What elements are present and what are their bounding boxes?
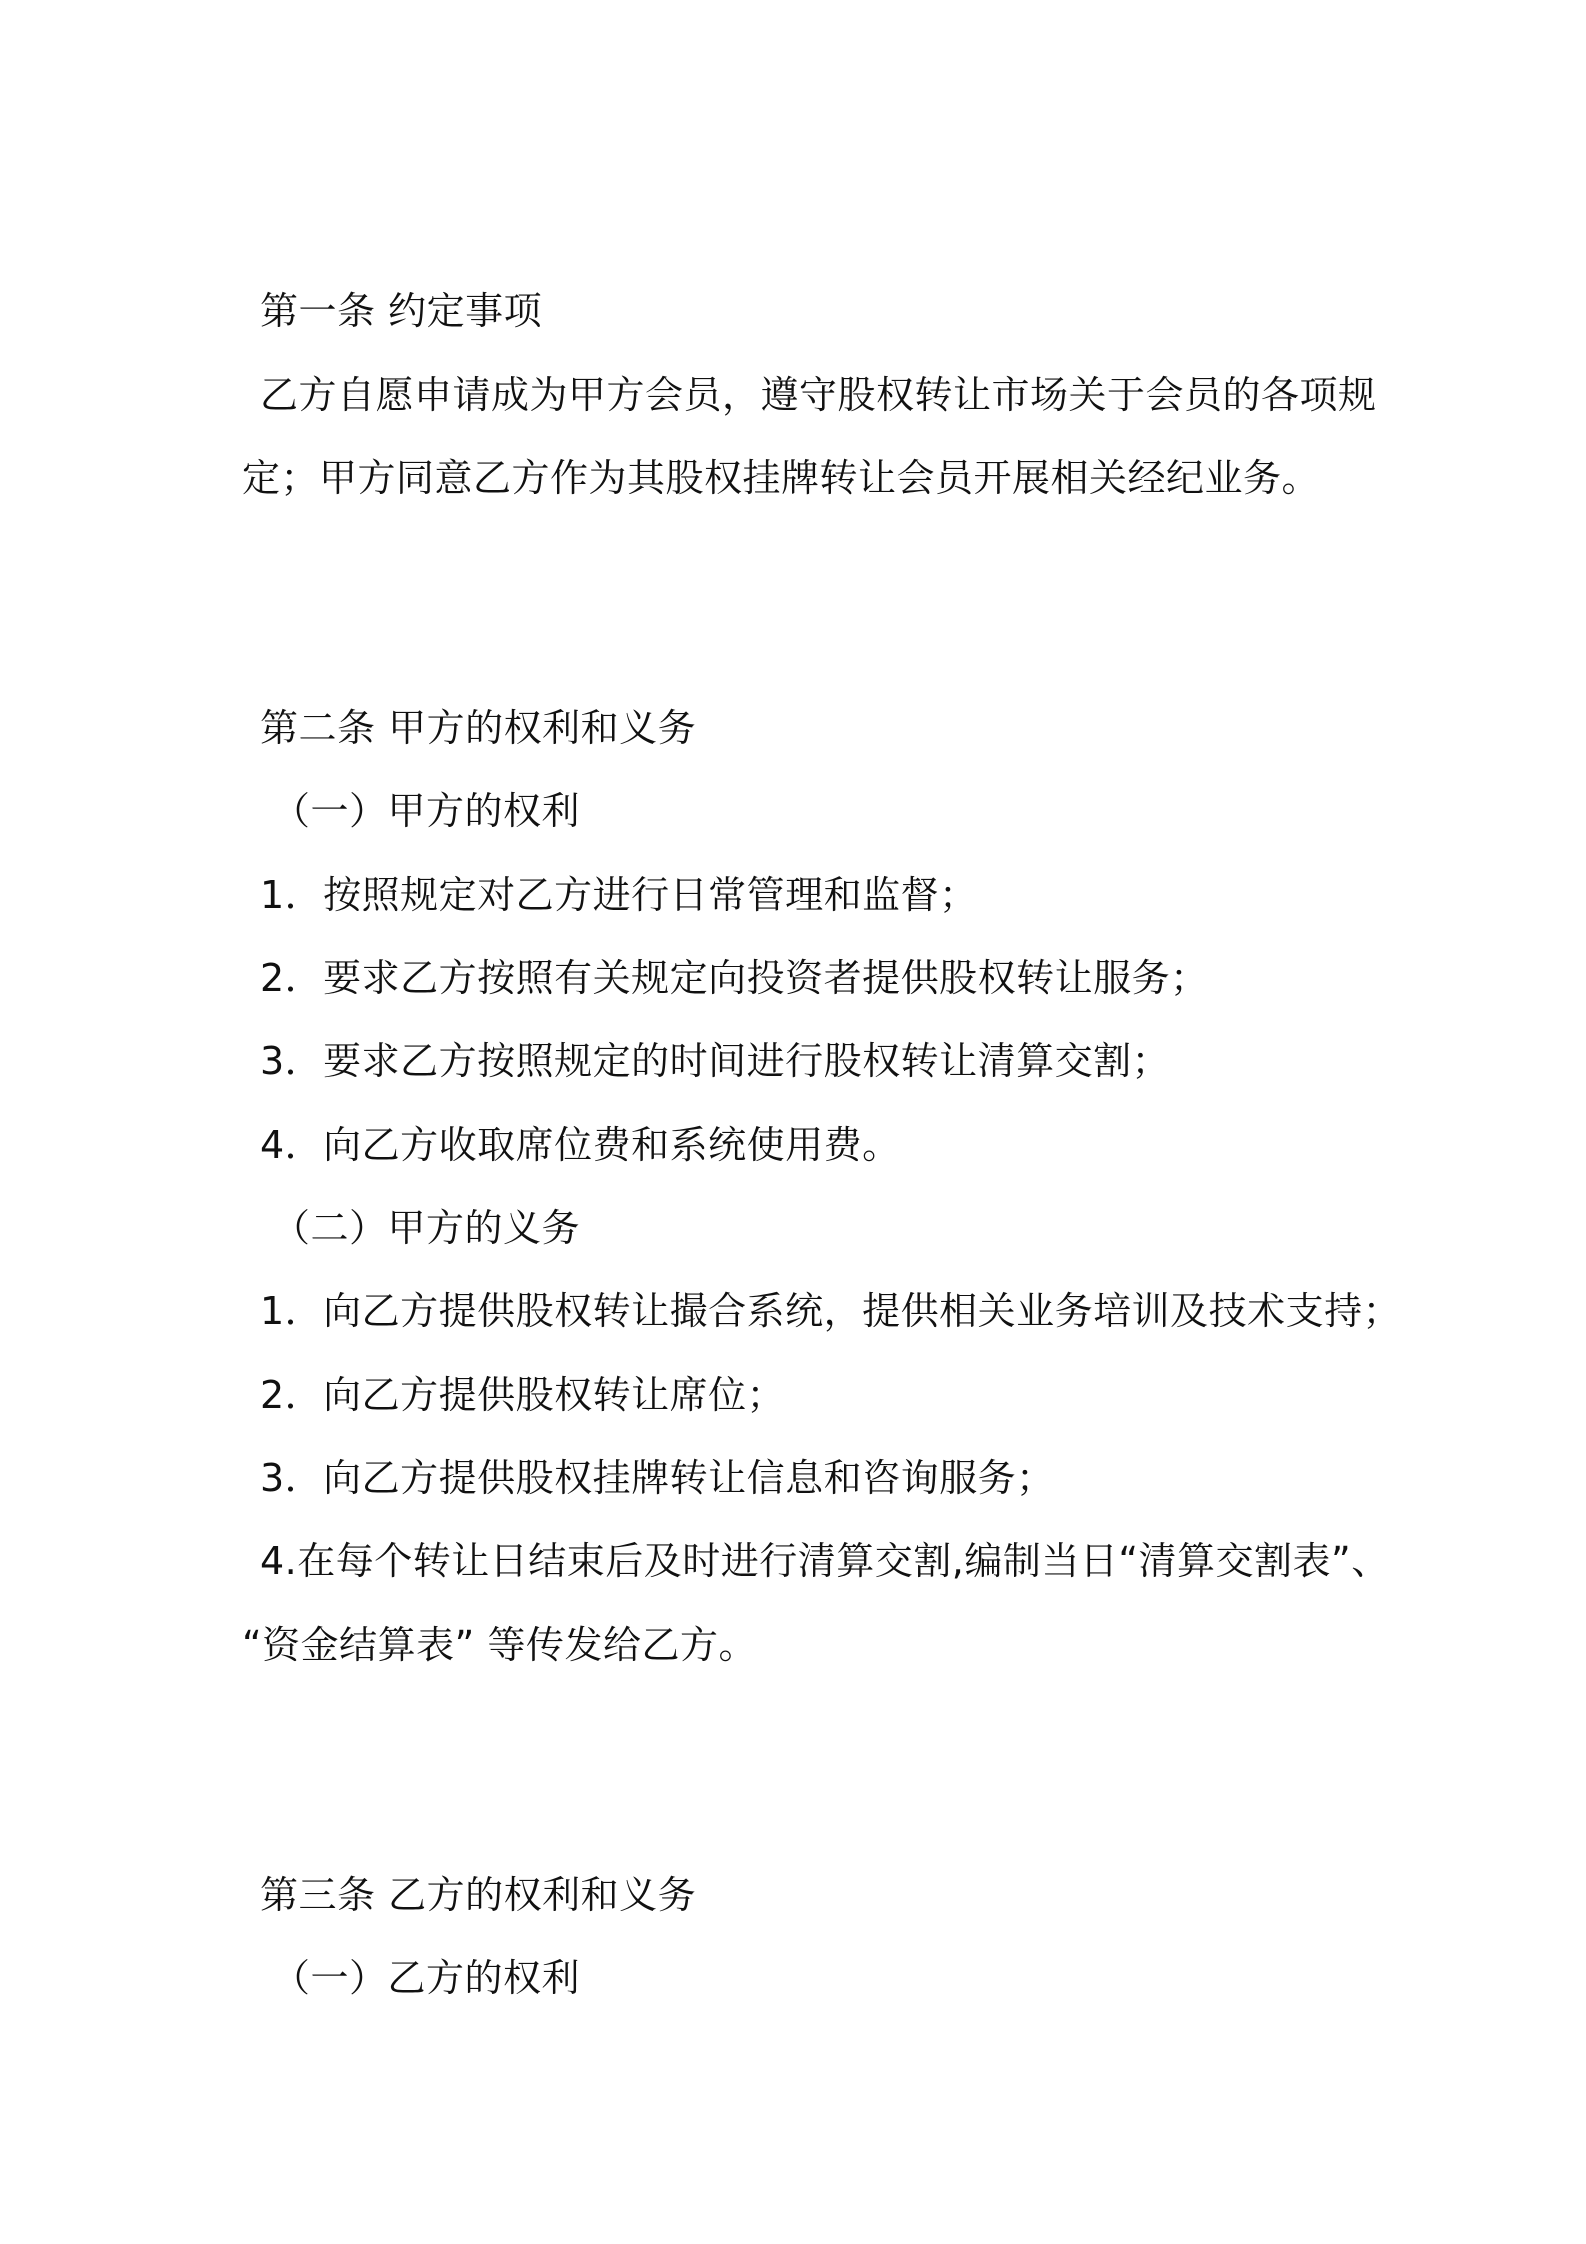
section-2-duty-item-1: 1．向乙方提供股权转让撮合系统，提供相关业务培训及技术支持； [260, 1289, 1402, 1333]
section-2-duties-heading: （二）甲方的义务 [272, 1206, 581, 1250]
section-2-right-item-1: 1．按照规定对乙方进行日常管理和监督； [260, 873, 978, 917]
section-3-rights-heading: （一）乙方的权利 [272, 1956, 581, 2000]
section-3-heading: 第三条 乙方的权利和义务 [260, 1873, 697, 1917]
section-2-right-item-3: 3．要求乙方按照规定的时间进行股权转让清算交割； [260, 1039, 1171, 1083]
section-1-paragraph-line-2: 定；甲方同意乙方作为其股权挂牌转让会员开展相关经纪业务。 [242, 456, 1321, 500]
section-2-heading: 第二条 甲方的权利和义务 [260, 706, 697, 750]
section-2-duty-item-2: 2．向乙方提供股权转让席位； [260, 1373, 786, 1417]
section-2-duty-item-4-continued: “资金结算表” 等传发给乙方。 [242, 1623, 757, 1667]
section-1-heading: 第一条 约定事项 [260, 289, 543, 333]
section-2-right-item-4: 4．向乙方收取席位费和系统使用费。 [260, 1123, 901, 1167]
section-2-rights-heading: （一）甲方的权利 [272, 789, 581, 833]
section-2-right-item-2: 2．要求乙方按照有关规定向投资者提供股权转让服务； [260, 956, 1209, 1000]
section-2-duty-item-3: 3．向乙方提供股权挂牌转让信息和咨询服务； [260, 1456, 1055, 1500]
section-1-paragraph-line-1: 乙方自愿申请成为甲方会员，遵守股权转让市场关于会员的各项规 [260, 373, 1377, 417]
section-2-duty-item-4: 4.在每个转让日结束后及时进行清算交割,编制当日“清算交割表”、 [260, 1539, 1390, 1583]
